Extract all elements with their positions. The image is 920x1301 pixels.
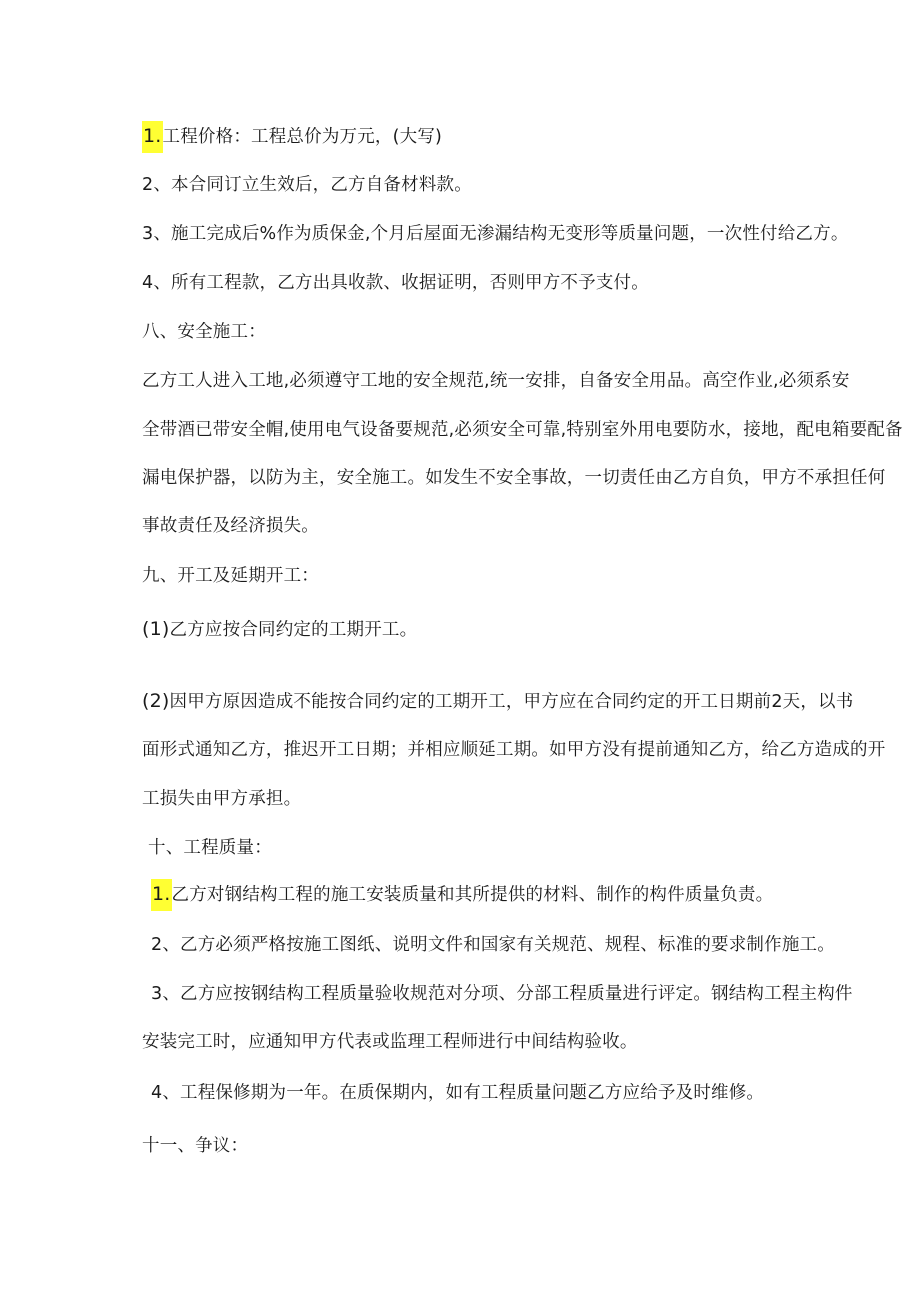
quality-item-1 xyxy=(151,882,773,907)
quality-item-3-line-1: 3、乙方应按钢结构工程质量验收规范对分项、分部工程质量进行评定。钢结构工程主构件 xyxy=(151,984,853,1004)
safety-paragraph-line-2: 全带酒已带安全帽,使用电气设备要规范,必须安全可靠,特别室外用电要防水，接地，配电箱要配备 xyxy=(142,420,903,440)
highlighted-number-marker: 1. xyxy=(151,879,172,911)
section-heading-commencement: 九、开工及延期开工： xyxy=(142,566,319,586)
commencement-item-1-text: 乙方应按合同约定的工期开工。 xyxy=(169,620,418,640)
commencement-item-1 xyxy=(142,617,417,642)
payment-item-1 xyxy=(142,124,442,149)
payment-item-1-text: 工程价格：工程总价为万元，(大写) xyxy=(162,127,443,147)
safety-paragraph-line-3: 漏电保护器，以防为主，安全施工。如发生不安全事故，一切责任由乙方自负，甲方不承担任何 xyxy=(142,468,886,488)
payment-item-4: 4、所有工程款，乙方出具收款、收据证明，否则甲方不予支付。 xyxy=(142,273,649,293)
item-marker: (2) xyxy=(142,690,170,712)
commencement-item-2-line-3: 工损失由甲方承担。 xyxy=(142,789,302,809)
payment-item-3: 3、施工完成后%作为质保金,个月后屋面无渗漏结构无变形等质量问题，一次性付给乙方。 xyxy=(142,224,849,244)
quality-item-2: 2、乙方必须严格按施工图纸、说明文件和国家有关规范、规程、标准的要求制作施工。 xyxy=(151,935,835,955)
quality-item-3-line-2: 安装完工时，应通知甲方代表或监理工程师进行中间结构验收。 xyxy=(142,1032,638,1052)
section-heading-safety: 八、安全施工： xyxy=(142,322,266,342)
section-heading-quality: 十、工程质量： xyxy=(148,838,272,858)
safety-paragraph-line-4: 事故责任及经济损失。 xyxy=(142,516,319,536)
payment-item-2: 2、本合同订立生效后，乙方自备材料款。 xyxy=(142,175,472,195)
section-heading-dispute: 十一、争议： xyxy=(142,1136,249,1156)
item-marker: (1) xyxy=(142,618,170,640)
commencement-item-2-line-1 xyxy=(142,689,853,714)
commencement-item-2-line-2: 面形式通知乙方，推迟开工日期；并相应顺延工期。如甲方没有提前通知乙方，给乙方造成的开 xyxy=(142,740,886,760)
quality-item-1-text: 乙方对钢结构工程的施工安装质量和其所提供的材料、制作的构件质量负责。 xyxy=(171,885,774,905)
commencement-item-2-text: 因甲方原因造成不能按合同约定的工期开工，甲方应在合同约定的开工日期前2天，以书 xyxy=(169,692,854,712)
highlighted-number-marker: 1. xyxy=(142,121,163,153)
safety-paragraph-line-1: 乙方工人进入工地,必须遵守工地的安全规范,统一安排，自备安全用品。高空作业,必须系安 xyxy=(142,371,850,391)
quality-item-4: 4、工程保修期为一年。在质保期内，如有工程质量问题乙方应给予及时维修。 xyxy=(151,1083,765,1103)
